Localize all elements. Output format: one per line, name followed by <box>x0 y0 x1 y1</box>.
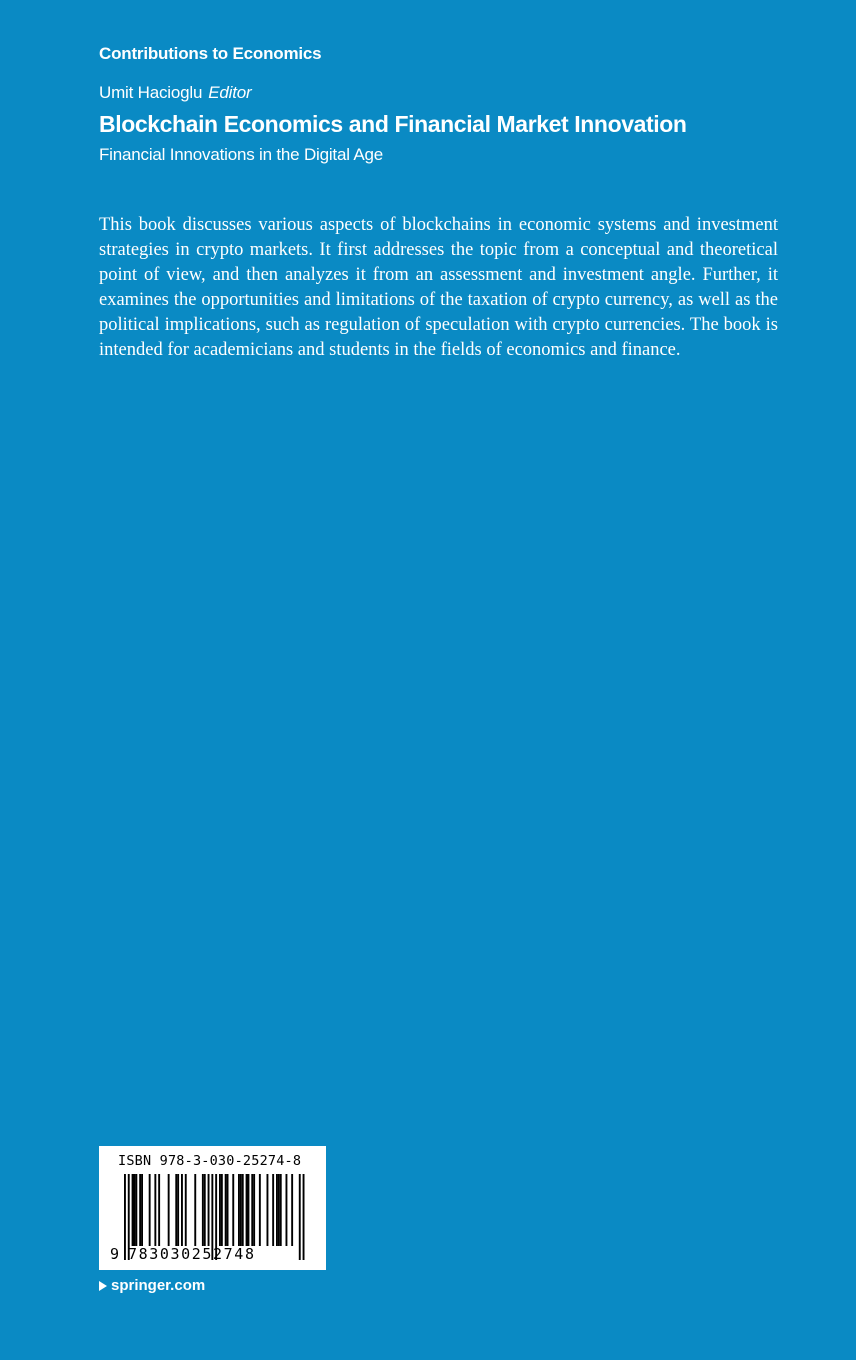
barcode-bar <box>194 1174 196 1246</box>
barcode-bar <box>124 1174 126 1260</box>
barcode-bar <box>139 1174 141 1246</box>
editor-name: Umit Hacioglu <box>99 83 203 102</box>
arrow-right-icon <box>99 1281 107 1291</box>
publisher-link[interactable] <box>99 1277 205 1294</box>
barcode-bar <box>280 1174 282 1246</box>
barcode-bar <box>259 1174 261 1246</box>
barcode-digits: 783030252748 <box>128 1245 256 1263</box>
barcode-bar <box>202 1174 204 1246</box>
barcode-bar <box>246 1174 248 1246</box>
publisher-website: springer.com <box>111 1277 206 1294</box>
barcode-bar <box>149 1174 151 1246</box>
series-name: Contributions to Economics <box>99 44 322 63</box>
barcode-first-digit: 9 <box>110 1245 120 1263</box>
barcode-bar <box>272 1174 274 1246</box>
book-title: Blockchain Economics and Financial Market Innovation <box>99 111 687 137</box>
barcode-bar <box>225 1174 227 1246</box>
barcode-bar <box>253 1174 255 1246</box>
barcode-bar <box>168 1174 170 1246</box>
barcode-bar <box>227 1174 229 1246</box>
barcode-bar <box>175 1174 177 1246</box>
barcode-bar <box>154 1174 156 1246</box>
barcode-bar <box>134 1174 136 1246</box>
barcode-bar <box>132 1174 134 1246</box>
barcode-bar <box>251 1174 253 1246</box>
barcode-bar <box>267 1174 269 1246</box>
isbn-label: ISBN 978-3-030-25274-8 <box>118 1153 302 1169</box>
barcode-bar <box>299 1174 301 1260</box>
barcode-bar <box>181 1174 183 1246</box>
book-description: This book discusses various aspects of blockchains in economic systems and investment strategies in crypto markets. It first addresses the topic from a conceptual and theoretical point of view, and then analyzes it from an assessment and investment angle. Further, it examines the opportunities and limitations of the taxation of crypto currency, as well as the political implications, such as regulation of speculation with crypto currencies. The book is intended for academicians and students in the fields of economics and finance. <box>99 215 778 360</box>
barcode-bar <box>278 1174 280 1246</box>
editor-line <box>99 83 251 103</box>
barcode-bar <box>248 1174 250 1246</box>
barcode-bar <box>208 1174 210 1246</box>
barcode-bar <box>232 1174 234 1246</box>
barcode-bar <box>185 1174 187 1246</box>
barcode-bar <box>135 1174 137 1246</box>
barcode-bar <box>303 1174 305 1260</box>
barcode-bar <box>221 1174 223 1246</box>
barcode-bar <box>158 1174 160 1246</box>
barcode-bar <box>177 1174 179 1246</box>
barcode-bar <box>219 1174 221 1246</box>
barcode-bar <box>238 1174 240 1246</box>
barcode-bar <box>286 1174 288 1246</box>
barcode-bar <box>242 1174 244 1246</box>
editor-role: Editor <box>208 83 252 102</box>
barcode-bar <box>240 1174 242 1246</box>
book-subtitle: Financial Innovations in the Digital Age <box>99 145 384 164</box>
barcode-bar <box>204 1174 206 1246</box>
barcode-bar <box>141 1174 143 1246</box>
barcode-bar <box>291 1174 293 1246</box>
barcode-box <box>99 1146 326 1270</box>
barcode-bar <box>276 1174 278 1246</box>
